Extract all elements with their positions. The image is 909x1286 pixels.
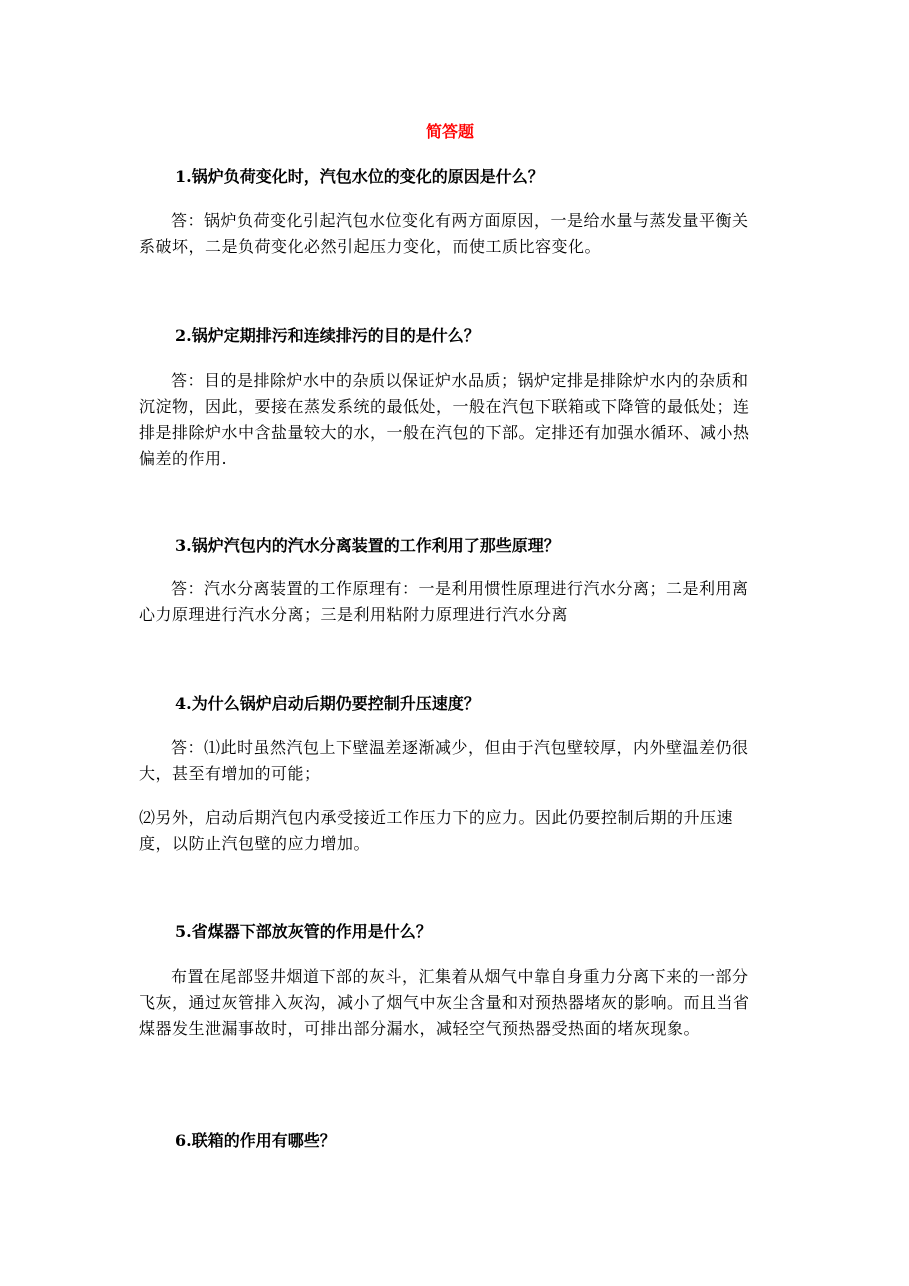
answer-4-part-2: ⑵另外，启动后期汽包内承受接近工作压力下的应力。因此仍要控制后期的升压速度，以防止汽包壁的应力增加。: [139, 808, 734, 853]
document-page: [139, 0, 761, 1286]
question-2: 2.锅炉定期排污和连续排污的目的是什么？: [175, 326, 480, 345]
answer-4-part-1: 答：⑴此时虽然汽包上下壁温差逐渐减少，但由于汽包壁较厚，内外壁温差仍很大，甚至有增加的可能；: [139, 738, 749, 783]
question-6: 6.联箱的作用有哪些？: [175, 1131, 336, 1150]
answer-5: 布置在尾部竖井烟道下部的灰斗，汇集着从烟气中靠自身重力分离下来的一部分飞灰，通过灰管排入灰沟，减小了烟气中灰尘含量和对预热器堵灰的影响。而且当省煤器发生泄漏事故时，可排出部分漏水，减轻空气预热器受热面的堵灰现象。: [139, 967, 750, 1038]
answer-3: 答：汽水分离装置的工作原理有：一是利用惯性原理进行汽水分离；二是利用离心力原理进行汽水分离；三是利用粘附力原理进行汽水分离: [139, 579, 749, 624]
answer-1: 答：锅炉负荷变化引起汽包水位变化有两方面原因，一是给水量与蒸发量平衡关系破坏，二是负荷变化必然引起压力变化，而使工质比容变化。: [139, 211, 749, 256]
question-1: 1.锅炉负荷变化时，汽包水位的变化的原因是什么？: [175, 167, 544, 186]
question-4: 4.为什么锅炉启动后期仍要控制升压速度？: [175, 694, 480, 713]
question-5: 5.省煤器下部放灰管的作用是什么？: [175, 922, 432, 941]
question-3: 3.锅炉汽包内的汽水分离装置的工作利用了那些原理？: [175, 536, 560, 555]
answer-2: 答：目的是排除炉水中的杂质以保证炉水品质；锅炉定排是排除炉水内的杂质和沉淀物，因此，要接在蒸发系统的最低处，一般在汽包下联箱或下降管的最低处；连排是排除炉水中含盐量较大的水，一般在汽包的下部。定排还有加强水循环、减小热偏差的作用.: [139, 371, 750, 468]
section-title: 简答题: [425, 122, 474, 141]
